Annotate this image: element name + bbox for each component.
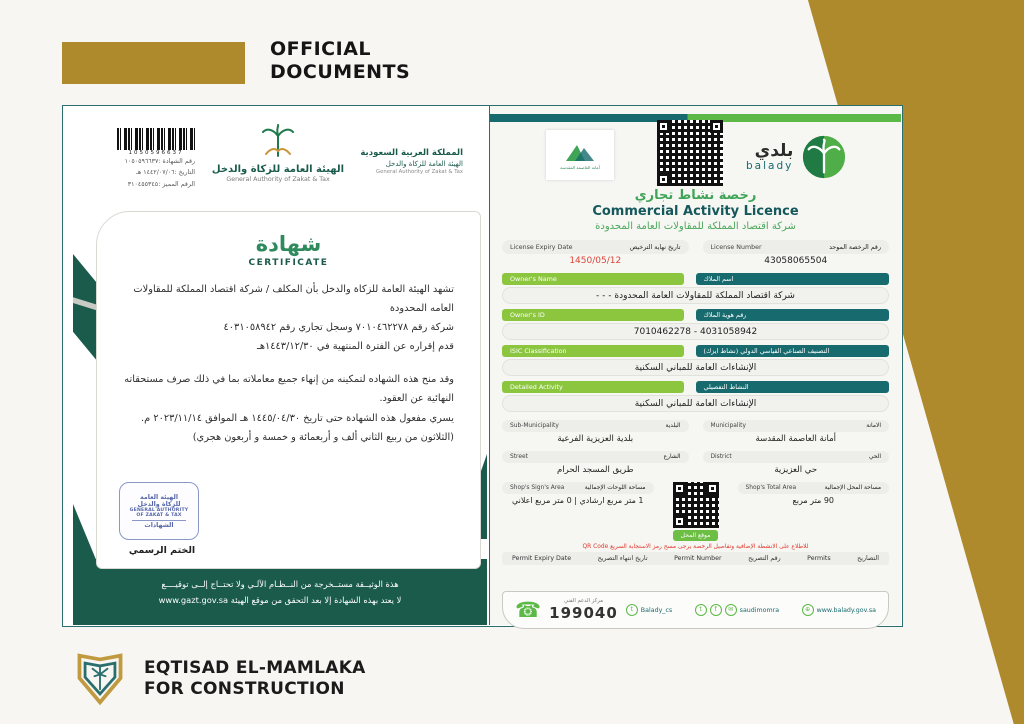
permits-header-cell: التصاريح: [857, 555, 879, 562]
zakat-certificate: [63, 106, 489, 625]
globe-icon: ⊕: [802, 604, 814, 616]
company-name-line1: EQTISAD EL-MAMLAKA: [144, 657, 366, 678]
field-label-ar: تاريخ نهاية الترخيص: [629, 243, 681, 251]
municipality-logo-icon: [563, 141, 597, 163]
field-label-en: Detailed Activity: [502, 381, 684, 393]
field-label-ar: رقم الرخصة الموحد: [829, 243, 881, 251]
permits-header-cell: Permit Expiry Date: [512, 555, 572, 562]
cert-paragraph: وقد منح هذه الشهاده لتمكينه من إنهاء جميع معاملاته بما في ذلك صرف مستحقاته النهائية عن العقود.: [124, 374, 454, 405]
field-label-en: Municipality: [710, 423, 746, 429]
documents-card: [62, 105, 903, 627]
company-name-line2: FOR CONSTRUCTION: [144, 679, 345, 699]
authority-name-en: General Authority of Zakat & Tax: [226, 176, 330, 183]
field-owner-name: [502, 273, 889, 304]
field-label-en: Sub-Municipality: [510, 423, 559, 429]
balady-name-en: balady: [746, 159, 794, 172]
facebook-icon: f: [710, 604, 722, 616]
social-handle-text: saudimomra: [739, 606, 780, 614]
field-label-ar: مساحة المحل الإجمالية: [824, 485, 881, 491]
company-emblem-icon: [72, 650, 128, 708]
cert-paragraph: (الثلاثون من ربيع الثاني ألف و أربعمائة و خمسة و أربعون هجري): [192, 431, 454, 443]
support-phone: 199040: [549, 604, 618, 622]
field-district: [703, 451, 890, 476]
website-block: [802, 604, 876, 616]
owner-id-value: 7010462278 - 4031058942: [502, 323, 889, 340]
barcode: [117, 128, 195, 150]
street-value: طريق المسجد الحرام: [557, 465, 634, 475]
permits-header-cell: Permits: [807, 555, 831, 562]
cert-paragraph: تشهد الهيئة العامة للزكاة والدخل بأن المكلف / شركة اقتصاد المملكة للمقاولات العامه المحدودة: [133, 284, 454, 315]
twitter-icon: t: [626, 604, 638, 616]
palm-tree-icon: [258, 124, 298, 158]
kingdom-authority-ar: الهيئة العامة للزكاة والدخل: [385, 160, 463, 168]
owner-name-value: شركة اقتصاد المملكة للمقاولات العامة المحدودة - - -: [502, 287, 889, 304]
field-label-ar: الشارع: [663, 454, 681, 460]
balady-licence: [489, 106, 901, 625]
balady-name-ar: بلدي: [754, 140, 794, 161]
licence-titles: [490, 188, 901, 232]
shop-location-qr-code: [673, 482, 719, 528]
kingdom-block: [345, 148, 463, 175]
field-license-expiry: [502, 240, 689, 268]
qr-code: [657, 120, 723, 186]
official-seal-block: [119, 482, 205, 556]
header-gold-bar: [62, 42, 245, 84]
cert-date: التاريخ :١٤٤٢/٠٧/٠٦ هـ: [136, 169, 195, 177]
qr-note: للاطلاع على الانشطة الإضافية وتفاصيل الرخصة يرجى مسح رمز الاستجابة السريع QR Code: [582, 544, 809, 550]
field-label-en: Shop's Total Area: [745, 485, 797, 491]
field-label-en: Owner's Name: [502, 273, 684, 285]
field-license-number: [703, 240, 890, 268]
sign-area-value: 1 متر مربع ارشادي | 0 متر مربع اعلاني: [511, 496, 644, 505]
page-title-line2: DOCUMENTS: [270, 60, 411, 83]
municipality-logo: [546, 130, 614, 180]
shop-location-qr-block: [664, 482, 728, 541]
field-label-en: District: [710, 454, 732, 460]
support-phone-block: [549, 598, 618, 622]
isic-value: الإنشاءات العامة للمباني السكنية: [502, 359, 889, 376]
cert-distinct-number: الرقم المميز :٣١٠٤٥٥٣٤٥: [127, 180, 195, 188]
balady-logo: [746, 134, 847, 180]
company-name: [144, 658, 366, 701]
licence-company-name: شركة اقتصاد المملكة للمقاولات العامة المحدودة: [595, 221, 796, 232]
total-area-value: 90 متر مربع: [792, 496, 835, 505]
company-brand: [72, 650, 366, 708]
seal-line: للزكاة والدخل: [137, 500, 181, 508]
twitter-handle: [626, 604, 672, 616]
seal-line: GENERAL AUTHORITY: [129, 507, 189, 513]
field-total-area: [738, 482, 890, 507]
certificate-text: [123, 280, 454, 447]
licence-title-en: Commercial Activity Licence: [592, 204, 799, 219]
cert-paragraph: شركة رقم ٧٠١٠٤٦٢٢٧٨ وسجل تجاري رقم ٤٠٣١٠٥٨٩٤٢: [223, 322, 454, 334]
barcode-number: 1050596637: [128, 150, 184, 156]
authority-name-ar: الهيئة العامة للزكاة والدخل: [211, 164, 345, 175]
field-sign-area: [502, 482, 654, 507]
kingdom-authority-en: General Authority of Zakat & Tax: [376, 169, 463, 175]
footer-note-2: لا يعتد بهذه الشهادة إلا بعد التحقق من موقع الهيئة www.gazt.gov.sa: [158, 595, 402, 605]
field-label-ar: اسم الملاك: [696, 273, 890, 285]
field-label-ar: رقم هوية الملاك: [696, 309, 890, 321]
permits-header-cell: رقم التصريح: [748, 555, 781, 562]
gazt-logo-block: [198, 124, 358, 183]
field-detailed-activity: [502, 381, 889, 412]
field-label-en: ISIC Classification: [502, 345, 684, 357]
certificate-title-en: CERTIFICATE: [248, 258, 329, 268]
field-label-en: Street: [510, 454, 528, 460]
cert-paragraph: يسري مفعول هذه الشهادة حتى تاريخ ١٤٤٥/٠٤/٣٠ هـ الموافق ٢٠٢٣/١١/١٤ م.: [141, 412, 454, 424]
field-label-ar: الامانة: [866, 423, 881, 429]
detailed-activity-value: الإنشاءات العامة للمباني السكنية: [502, 395, 889, 412]
district-value: حي العزيزية: [774, 465, 818, 475]
field-label-ar: الحي: [868, 454, 881, 460]
permits-table-empty-body: [502, 565, 889, 589]
permits-table-header: [502, 552, 889, 565]
license-expiry-value: 1450/05/12: [569, 256, 622, 266]
licence-title-ar: رخصة نشاط تجاري: [634, 188, 757, 203]
field-label-en: Shop's Sign's Area: [510, 485, 565, 491]
field-label-ar: البلدية: [665, 423, 681, 429]
permits-header-cell: Permit Number: [674, 555, 722, 562]
social-handles: [695, 604, 779, 616]
field-label-en: License Expiry Date: [510, 243, 573, 251]
field-label-en: Owner's ID: [502, 309, 684, 321]
licence-contact-bar: [502, 591, 889, 629]
field-sub-municipality: [502, 420, 689, 445]
kingdom-name: المملكة العربية السعودية: [360, 148, 463, 158]
twitter-handle-text: Balady_cs: [640, 606, 673, 614]
certificate-title-ar: شهادة: [255, 232, 322, 256]
twitter-icon: t: [695, 604, 707, 616]
field-label-ar: التصنيف الصناعي القياسي الدولي (نشاط ايزك): [696, 345, 890, 357]
municipality-logo-caption: أمانة العاصمة المقدسة: [560, 164, 600, 170]
field-label-ar: مساحة اللوحات الإجمالية: [584, 485, 646, 491]
sub-municipality-value: بلدية العزيزية الفرعية: [557, 434, 634, 444]
balady-palm-icon: [801, 134, 847, 180]
official-seal: [119, 482, 199, 540]
footer-note-1: هذة الوثيــقة مستــخرجة من النــظـام الآلـي ولا تحتــاج إلــى توقيــــع: [161, 579, 399, 589]
shop-location-label: موقع المحل: [673, 530, 719, 541]
field-label-ar: النشاط التفصيلي: [696, 381, 890, 393]
seal-line: OF ZAKAT & TAX: [136, 512, 182, 518]
seal-line: الهيئة العامة: [140, 493, 178, 501]
cert-paragraph: قدم إقراره عن الفترة المنتهية في ١٤٤٣/١٢/٣٠هـ: [256, 341, 454, 353]
website-text: www.balady.gov.sa: [816, 606, 876, 614]
field-municipality: [703, 420, 890, 445]
field-label-en: License Number: [710, 243, 762, 251]
phone-icon: ☎: [515, 597, 542, 622]
municipality-value: أمانة العاصمة المقدسة: [755, 434, 836, 444]
cert-bottom-left-triangle: [73, 504, 97, 562]
email-icon: ✉: [725, 604, 737, 616]
field-street: [502, 451, 689, 476]
seal-caption: الختم الرسمي: [128, 545, 196, 556]
seal-line: الشهادات: [132, 520, 187, 529]
field-owner-id: [502, 309, 889, 340]
page-title-line1: OFFICIAL: [270, 38, 372, 60]
certificate-body-panel: [96, 211, 481, 569]
cert-meta-block: [113, 128, 195, 190]
support-label: مركز الدعم الفني: [564, 598, 603, 604]
cert-number: رقم الشهادة :١٠٥٠٥٩٦٦٣٧: [124, 158, 195, 165]
page-title: [270, 38, 410, 84]
permits-header-cell: تاريخ انتهاء التصريح: [597, 555, 648, 562]
license-number-value: 43058065504: [764, 256, 828, 266]
cert-left-chevron-decoration: [73, 254, 98, 362]
field-isic: [502, 345, 889, 376]
licence-fields: [502, 240, 889, 629]
